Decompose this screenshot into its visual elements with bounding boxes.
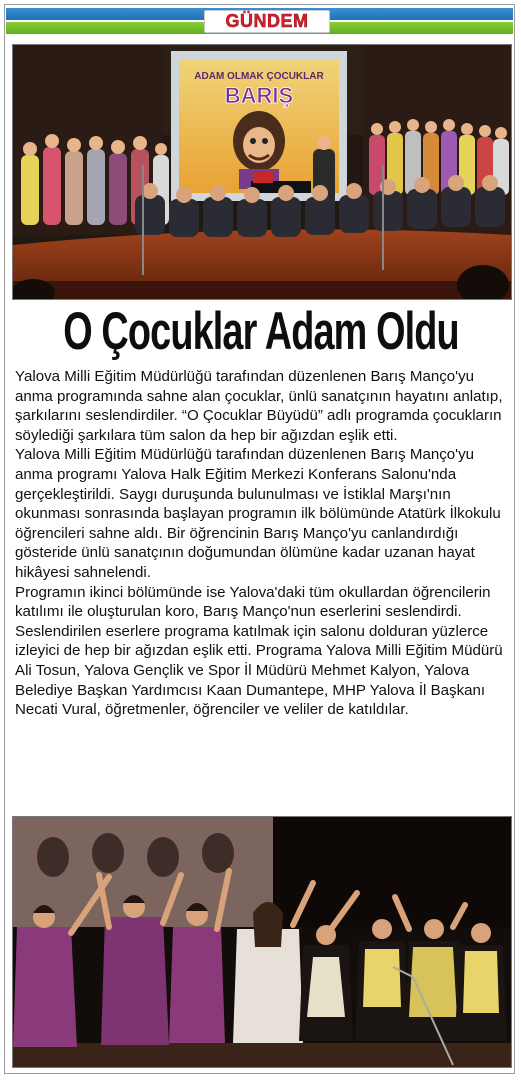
poster-line-1: ADAM OLMAK ÇOCUKLAR [194,71,324,82]
article-headline [12,301,510,363]
article-body [15,367,510,720]
photo-students-performance [12,816,512,1068]
choir-stage-illustration [13,45,511,299]
poster-line-2: BARIŞ [224,83,294,108]
article-paragraph: Yalova Milli Eğitim Müdürlüğü tarafından düzenlenen Barış Manço'yu anma programında sahne alan çocuklar, ünlü sanatçının hayatını anlatıp, şarkılarını seslendirdiler. “O Çocuklar Büyüdü” adlı programda çocukların söylediği şarkılara tüm salon da hep bir ağızdan eşlik etti. [15,368,503,444]
headline-text: O Çocuklar Adam Oldu [63,302,459,361]
students-purple-costumes [13,917,225,1047]
article-paragraph: Programın ikinci bölümünde ise Yalova'daki tüm okullardan öğrencilerin katılımı ile oluşturulan koro, Barış Manço'nun eserlerini seslendirdi. Seslendirilen eserlere programa katılmak için salonu dolduran yüzlerce izleyici de hep bir ağızdan eşlik etti. Programa Yalova Milli Eğitim Müdürü Ali Tosun, Yalova Gençlik ve Spor İl Müdürü Mehmet Kalyon, Yalova Belediye Başkan Yardımcısı Kaan Dumantepe, MHP Yalova İl Başkanı Necati Vural, öğretmenler, öğrenciler ve veliler de katıldılar. [15,583,503,719]
students-yellow-costumes [299,941,507,1041]
students-performance-illustration [13,817,511,1067]
article-paragraph: Yalova Milli Eğitim Müdürlüğü tarafından düzenlenen Barış Manço'yu anma programı Yalova Halk Eğitim Merkezi Konferans Salonu'nda gerçekleştirildi. Saygı duruşunda bulunulması ve İstiklal Marşı'nın okunması sonrasında başlayan programın ilk bölümünde Atatürk İlkokulu öğrencileri sahne aldı. Bir öğrencinin Barış Manço'yu canlandırdığı gösteride ünlü sanatçının doğumundan ölümüne kadar uzanan hayat hikâyesi sahnelendi. [15,446,501,581]
section-title: GÜNDEM [225,11,309,31]
photo-choir-stage [12,44,512,300]
section-header [6,8,513,34]
section-title-box [204,10,330,33]
